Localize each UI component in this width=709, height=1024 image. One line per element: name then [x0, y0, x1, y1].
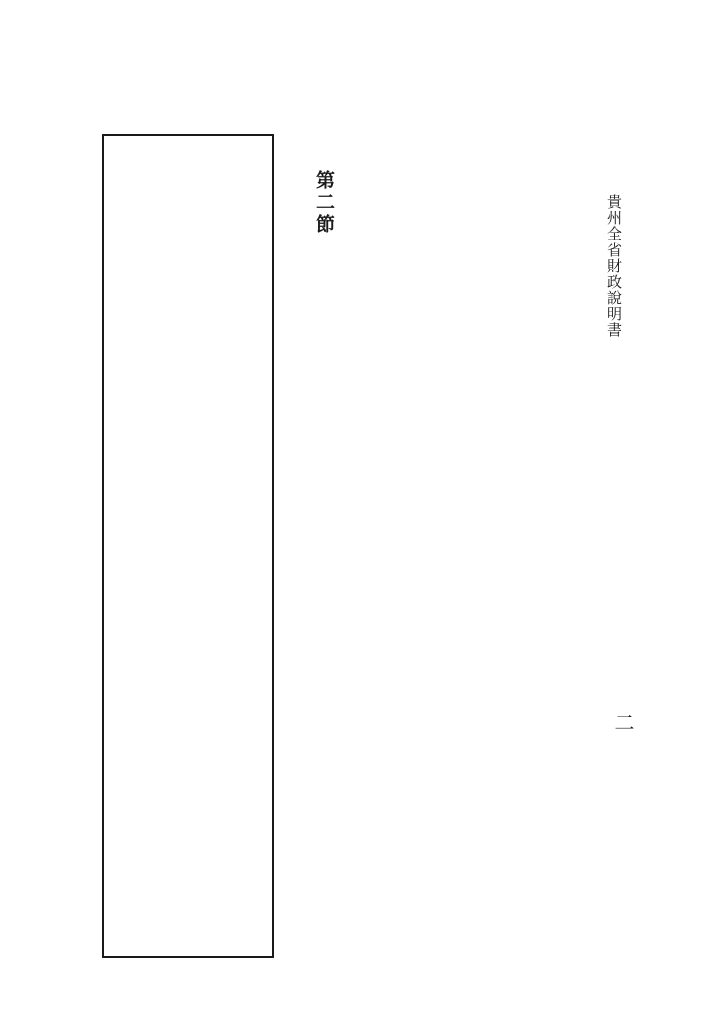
- running-title: 貴州全省財政說明書: [605, 194, 623, 338]
- page-number: 二: [611, 712, 635, 732]
- section-heading: 第二節: [313, 170, 335, 236]
- data-table: [102, 134, 274, 958]
